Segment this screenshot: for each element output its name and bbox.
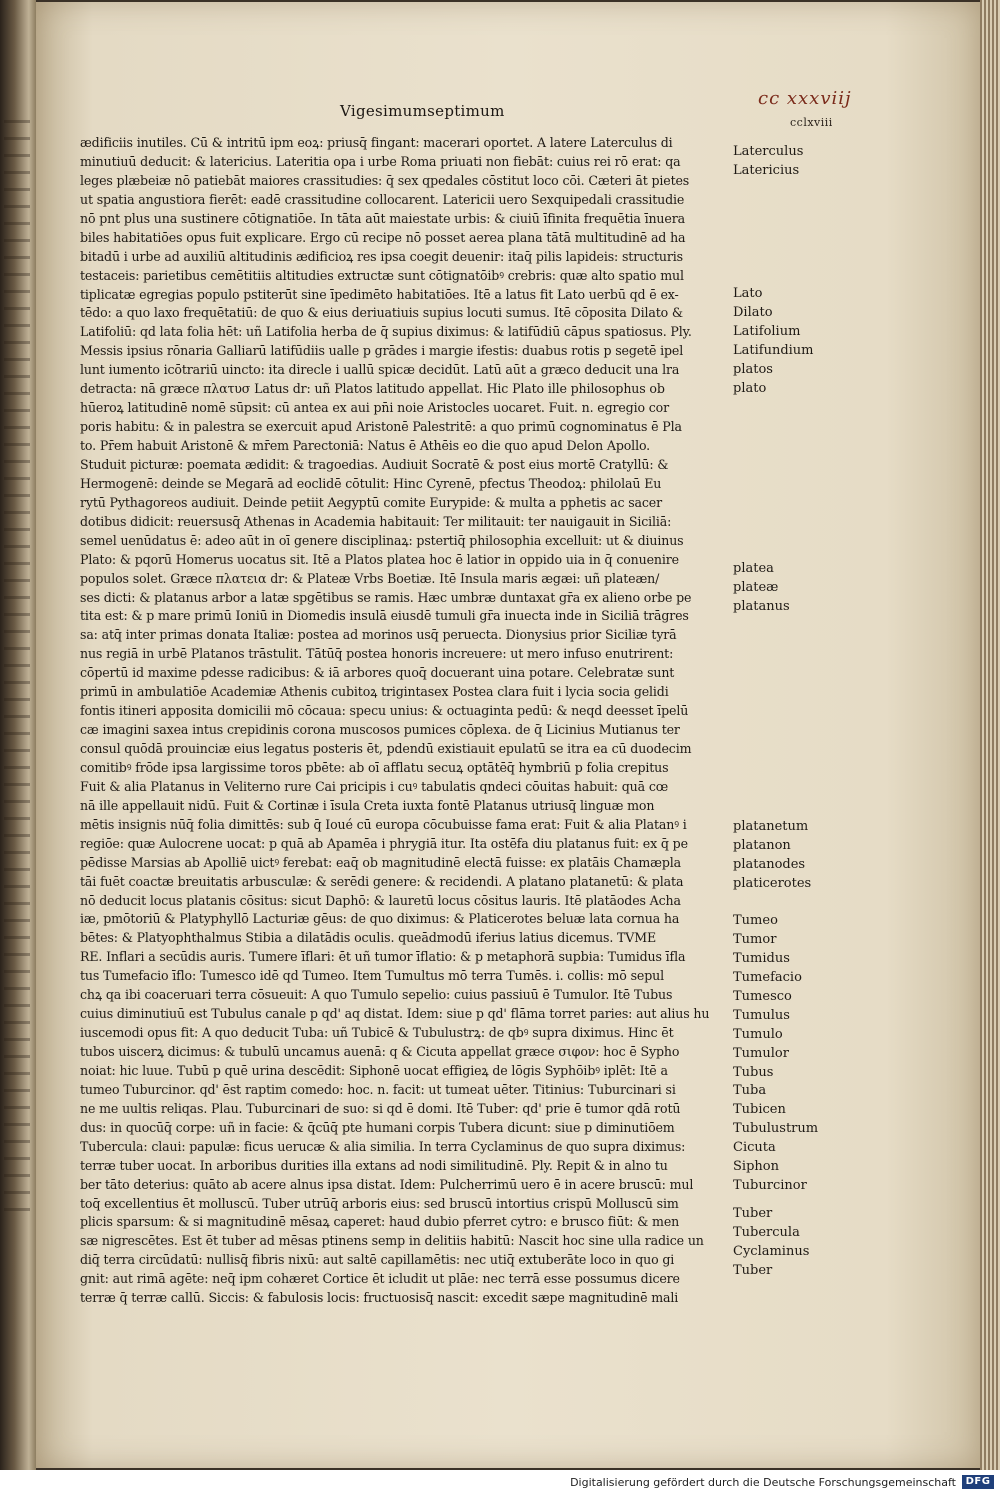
marginal-keyword: Tumulo <box>733 1026 783 1042</box>
marginal-keyword: Tumidus <box>733 950 790 966</box>
marginal-keyword: platanetum <box>733 819 809 834</box>
marginal-keyword: Latifolium <box>733 323 801 339</box>
marginal-keyword: Cyclaminus <box>733 1243 810 1259</box>
text-line: consul quōdā prouinciæ eius legatus posteris ēt, pdendū existiauit epulatū se itra ea cū duodecim <box>80 741 692 756</box>
text-line: fontis itineri apposita domicilii mō cōcaua: specu unius: & octuaginta pedū: & neqd deesset īpelū <box>80 703 689 719</box>
text-line: tus Tumefacio īflo: Tumesco idē qd Tumeo. Item Tumultus mō terra Tumēs. i. collis: mō sepul <box>80 968 664 984</box>
text-line: Tubercula: claui: papulæ: ficus uerucæ & alia similia. In terra Cyclaminus de quo supra diximus: <box>80 1138 686 1154</box>
marginal-notes-3 <box>733 560 843 617</box>
marginal-keyword: Tuba <box>733 1083 767 1099</box>
marginal-keyword: Siphon <box>733 1159 779 1175</box>
text-line: ses dicti: & platanus arbor a latæ spgētibus se ramis. Hæc umbræ duntaxat gr̄a ex alieno orbe pe <box>80 589 692 605</box>
text-line: leges plæbeiæ nō patiebāt maiores crassitudies: q̄ sex qpedales cōstitut loco cōi. Cæteri āt pietes <box>80 172 690 188</box>
marginal-keyword: plateæ <box>733 579 779 595</box>
text-line: Fuit & alia Platanus in Veliterno rure Cai pricipis i cuꝰ tabulatis qndeci cōuitas habuit: quā cœ <box>80 778 669 794</box>
bleed-through-lines <box>4 120 30 1220</box>
text-line: bētes: & Platyophthalmus Stibia a dilatādis oculis. queādmodū iferius latius dicemus. TVME <box>80 930 657 946</box>
marginal-keyword: Tumor <box>733 931 777 947</box>
text-line: iuscemodi opus fit: A quo deducit Tuba: uñ Tubicē & Tubulustrꝝ: de qbꝰ supra diximus. Hinc ēt <box>80 1025 674 1041</box>
text-line: terræ q̄ terræ callū. Siccis: & fabulosis locis: fructuosisq̄ nascit: excedit sæpe magnitudinē mali <box>80 1290 679 1306</box>
marginal-keyword: Tumefacio <box>733 969 802 985</box>
text-line: mētis insignis nūq̄ folia dimittēs: sub q̄ Ioué cū europa cōcubuisse fama erat: Fuit & alia Platanꝰ i <box>80 816 687 832</box>
marginal-keyword: platea <box>733 561 774 576</box>
text-line: sæ nigrescētes. Est ēt tuber ad mēsas ptinens semp in delitiis habitū: Nascit hoc sine ulla radice un <box>80 1233 704 1249</box>
marginal-keyword: Tuber <box>733 1262 773 1278</box>
text-line: ne me uultis reliqas. Plau. Tuburcinari de suo: si qd ē domi. Itē Tuber: qd' prie ē tumor qdā rotū <box>80 1100 681 1116</box>
marginal-notes-4 <box>733 818 843 894</box>
text-line: hūeroꝝ latitudinē nomē sūpsit: cū antea ex aui pn̄i noie Aristocles uocaret. Fuit. n. egregio cor <box>80 400 669 416</box>
text-line: regiōe: quæ Aulocrene uocat: p quā ab Apamēa i phrygiā itur. Ita ostēfa diu platanus fuit: ex q̄ pe <box>80 835 688 851</box>
marginal-keyword: Tumesco <box>733 988 792 1004</box>
marginal-keyword: platos <box>733 361 773 377</box>
text-line: Messis ipsius rōnaria Galliarū latifūdiis ualle p grādes i margie ifestis: duabus rotis p segetē ipel <box>80 343 684 359</box>
text-line: pēdisse Marsias ab Apolliē uictꝰ ferebat: eaq̄ ob magnitudinē electā fuisse: ex platāis Chamæpla <box>80 854 681 870</box>
marginal-keyword: platanodes <box>733 856 806 872</box>
previous-page-edge <box>0 0 36 1470</box>
text-line: semel uenūdatus ē: adeo aūt in oī genere disciplinaꝝ: pstertiq̄ philosophia excelluit: ut & diuinus <box>80 532 684 548</box>
text-line: toq̄ excellentius ēt molluscū. Tuber utrūq̄ arboris eius: sed bruscū intortius crispū Molluscū sim <box>80 1195 679 1211</box>
text-line: comitibꝰ frōde ipsa largissime toros pbēte: ab oī afflatu secuꝝ optātēq̄ hymbriū p folia crepitus <box>80 759 669 775</box>
text-line: poris habitu: & in palestra se exercuit apud Aristonē Palestritē: a quo primū cognominatus ē Pla <box>80 419 682 435</box>
handwritten-folio: cc xxxviij <box>758 88 852 109</box>
text-line: ut spatia angustiora fierēt: eadē crassitudine collocarent. Latericii uero Sexquipedali crassitudie <box>80 191 685 207</box>
text-line: nō pnt plus una sustinere cōtignatiōe. In tāta aūt maiestate urbis: & ciuiū īfinita frequētia īnuera <box>80 210 685 226</box>
text-line: plicis sparsum: & si magnitudinē mēsaꝝ caperet: haud dubio pferret cytro: e brusco fiūt: & men <box>80 1214 680 1230</box>
marginal-keyword: Tuber <box>733 1206 773 1221</box>
text-line: RE. Inflari a secūdis auris. Tumere īflari: ēt uñ tumor īflatio: & p metaphorā supbia: Tumidus īfla <box>80 949 686 965</box>
marginal-keyword: Tuburcinor <box>733 1178 807 1194</box>
text-line: lunt iumento icōtrariū uincto: ita direcle i uallū spicæ decidūt. Latū aūt a græco deducit una lra <box>80 362 680 378</box>
text-line: Plato: & pqorū Homerus uocatus sit. Itē a Platos platea hoc ē latior in oppido uia in q̄ conuenire <box>80 551 679 567</box>
marginal-keyword: Tubus <box>733 1064 774 1080</box>
text-line: dotibus didicit: reuersusq̄ Athenas in Academia habitauit: Ter militauit: ter nauigauit in Siciliā: <box>80 513 672 529</box>
digitization-footer <box>0 1470 1000 1495</box>
marginal-keyword: platanus <box>733 598 790 614</box>
text-line: ber tāto deterius: quāto ab acere alnus ipsa distat. Idem: Pulcherrimū uero ē in acere bruscū: mul <box>80 1176 694 1192</box>
text-line: biles habitatiōes opus fuit explicare. Ergo cū recipe nō posset aerea plana tātā multitudinē ad ha <box>80 229 686 245</box>
marginal-keyword: platicerotes <box>733 875 812 891</box>
marginal-keyword: Cicuta <box>733 1140 776 1156</box>
text-line: tiplicatæ egregias populo pstiterūt sine īpedimēto habitatiōes. Itē a latus fit Lato uerbū qd ē ex- <box>80 286 679 302</box>
text-line: Latifoliū: qd lata folia hēt: uñ Latifolia herba de q̄ supius diximus: & latifūdiū cāpus spatiosus. Ply. <box>80 324 692 340</box>
running-head: Vigesimumseptimum <box>340 102 505 120</box>
marginal-keyword: Dilato <box>733 304 773 320</box>
printed-folio: cclxviii <box>790 116 833 129</box>
text-line: cōpertū id maxime pdesse radicibus: & iā arbores quoq̄ docuerant uina potare. Celebratæ sunt <box>80 665 675 681</box>
text-line: cuius diminutiuū est Tubulus canale p qd' aq distat. Idem: siue p qd' flāma torret paries: aut alius hu <box>80 1006 710 1022</box>
text-line: nus regiā in urbē Platanos trāstulit. Tātūq̄ postea honoris increuere: ut mero infuso enutrirent: <box>80 646 674 662</box>
text-line: diq̄ terra circūdatū: nullisq̄ fibris nixū: aut saltē capillamētis: nec utiq̄ extuberāte loco in quo gi <box>80 1252 675 1268</box>
marginal-notes-6 <box>733 1205 843 1281</box>
marginal-keyword: Tubicen <box>733 1102 786 1118</box>
text-line: rytū Pythagoreos audiuit. Deinde petiit Aegyptū comite Eurypide: & multa a pphetis ac sacer <box>80 494 662 510</box>
text-line: tēdo: a quo laxo frequētatiū: de quo & eius deriuatiuis supius locuti sumus. Itē cōposita Dilato & <box>80 305 683 321</box>
text-line: gnit: aut rimā agēte: neq̄ ipm cohæret Cortice ēt icludit ut plāe: nec terrā esse possumus dicere <box>80 1271 680 1287</box>
text-line: tumeo Tuburcinor. qd' ēst raptim comedo: hoc. n. facit: ut tumeat uēter. Titinius: Tuburcinari si <box>80 1081 676 1097</box>
marginal-keyword: Tumulor <box>733 1045 789 1061</box>
marginal-keyword: Latifundium <box>733 342 814 358</box>
marginal-keyword: Laterculus <box>733 144 804 159</box>
text-line: tāi fuēt coactæ breuitatis arbusculæ: & serēdi genere: & recidendi. A platano platanetū: & plata <box>80 873 684 889</box>
marginal-keyword: platanon <box>733 837 791 853</box>
text-line: nā ille appellauit nidū. Fuit & Cortinæ i īsula Creta iuxta fontē Platanus utriusq̄ linguæ mon <box>80 797 655 813</box>
text-line: Hermogenē: deinde se Megarā ad eoclidē cōtulit: Hinc Cyrenē, pfectus Theodoꝝ: philolaū Eu <box>80 475 662 491</box>
text-line: noiat: hic luue. Tubū p quē urina descēdit: Siphonē uocat effigieꝝ de lōgis Syphōibꝰ iplēt: Itē a <box>80 1062 668 1078</box>
page-block-edges <box>980 0 1000 1470</box>
text-line: Studuit picturæ: poemata ædidit: & tragoedias. Audiuit Socratē & post eius mortē Cratyllū: & <box>80 456 669 472</box>
marginal-notes-1 <box>733 143 843 181</box>
text-line: detracta: nā græce πλατυσ Latus dr: uñ Platos latitudo appellat. Hic Plato ille philosophus ob <box>80 381 665 397</box>
text-line: testaceis: parietibus cemētitiis altitudies extructæ sunt cōtignatōibꝰ crebris: quæ alto spatio mul <box>80 267 684 283</box>
text-line: sa: atq̄ inter primas donata Italiæ: postea ad morinos usq̄ peruecta. Dionysius prior Siciliæ tyrā <box>80 627 677 643</box>
marginal-keyword: Tubulustrum <box>733 1121 819 1137</box>
dfg-logo: DFG <box>962 1475 994 1489</box>
text-line: chꝝ qa ibi coaceruari terra cōsueuit: A quo Tumulo sepelio: cuius passiuū ē Tumulor. Itē Tubus <box>80 987 673 1003</box>
text-line: iæ, pmōtoriū & Platyphyllō Lacturiæ gēus: de quo diximus: & Platicerotes beluæ lata cornua ha <box>80 911 680 927</box>
text-line: populos solet. Græce πλατεια dr: & Plateæ Vrbs Boetiæ. Itē Insula maris ægæi: uñ plateæn/ <box>80 570 660 586</box>
marginal-keyword: Latericius <box>733 162 800 178</box>
marginal-keyword: Tumeo <box>733 913 778 928</box>
text-line: bitadū i urbe ad auxiliū altitudinis ædificioꝝ res ipsa coegit deuenir: itaq̄ pilis lapideis: structuris <box>80 248 683 264</box>
text-line: nō deducit locus platanis cōsitus: sicut Daphō: & lauretū locus cōsitus lauris. Itē platāodes Acha <box>80 892 681 908</box>
footer-credit: Digitalisierung gefördert durch die Deutsche Forschungsgemeinschaft <box>570 1476 956 1489</box>
marginal-notes-5 <box>733 912 843 1196</box>
marginal-notes-2 <box>733 285 843 399</box>
text-line: ædificiis inutiles. Cū & intritū ipm eoꝝ: priusq̄ fingant: macerari oportet. A latere Laterculus di <box>80 135 673 150</box>
text-line: tubos uiscerꝝ dicimus: & tubulū uncamus auenā: q & Cicuta appellat græce σιφον: hoc ē Sypho <box>80 1044 680 1059</box>
main-text-column <box>80 134 730 1308</box>
text-line: minutiuū deducit: & latericius. Lateritia opa i urbe Roma priuati non fiebāt: cuius rei rō erat: qa <box>80 153 681 169</box>
text-line: tita est: & p mare primū Ioniū in Diomedis insulā eiusdē tumuli gr̄a inuecta inde in Siciliā trāgres <box>80 608 689 624</box>
text-line: primū in ambulatiōe Academiæ Athenis cubitoꝝ trigintasex Postea clara fuit i lycia socia gelidi <box>80 684 669 700</box>
text-line: to. Pr̄em habuit Aristonē & mr̄em Parectoniā: Natus ē Athēis eo die quo apud Delon Apollo. <box>80 438 651 453</box>
marginal-keyword: Tubercula <box>733 1224 800 1240</box>
text-line: cæ imagini saxea intus crepidinis corona muscosos pumices cōplexa. de q̄ Licinius Mutianus ter <box>80 722 680 738</box>
text-line: dus: in quocūq̄ corpe: uñ in facie: & q̄cūq̄ pte humani corpis Tubera dicunt: siue p diminutiōem <box>80 1119 675 1135</box>
marginal-keyword: plato <box>733 380 767 396</box>
marginal-keyword: Lato <box>733 286 763 301</box>
marginal-keyword: Tumulus <box>733 1007 790 1023</box>
text-line: terræ tuber uocat. In arboribus durities illa extans ad nodi similitudinē. Ply. Repit & in alno tu <box>80 1157 668 1173</box>
